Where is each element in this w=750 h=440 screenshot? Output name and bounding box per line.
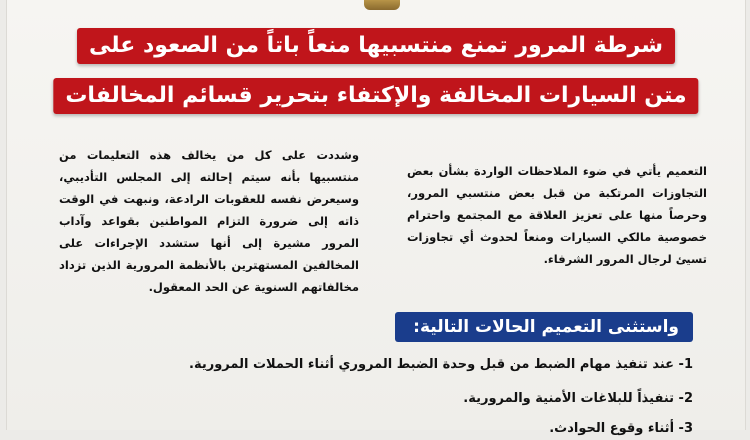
exception-item: 3- أثناء وقوع الحوادث. bbox=[549, 421, 693, 436]
logo-emblem bbox=[364, 0, 400, 10]
news-page bbox=[6, 0, 746, 436]
body-paragraph-left: وشددت على كل من يخالف هذه التعليمات من منتسبيها بأنه سيتم إحالته إلى المجلس التأديبي، وسيعرض نفسه للعقوبات الرادعة، ونبهت في الوقت ذاته إلى ضرورة التزام المواطنين بقواعد وآداب المرور مشيرة إلى أنها ستشدد الإجراءات على المخالفين المستهترين بالأنظمة المرورية الذين تزداد مخالفاتهم السنوية عن الحد المعقول. bbox=[59, 147, 359, 294]
exceptions-heading: واستثنى التعميم الحالات التالية: bbox=[395, 312, 693, 342]
exception-item: 2- تنفيذاً للبلاغات الأمنية والمرورية. bbox=[463, 391, 693, 406]
headline-line-2: متن السيارات المخالفة والإكتفاء بتحرير قسائم المخالفات bbox=[53, 78, 698, 114]
headline-line-1: شرطة المرور تمنع منتسبيها منعاً باتاً من الصعود على bbox=[77, 28, 675, 64]
exception-item: 1- عند تنفيذ مهام الضبط من قبل وحدة الضبط المروري أثناء الحملات المرورية. bbox=[189, 357, 693, 372]
body-paragraph-right: التعميم يأتي في ضوء الملاحظات الواردة بشأن بعض التجاوزات المرتكبة من قبل بعض منتسبي المرور، وحرصاً منها على تعزيز العلاقة مع المجتمع واحترام خصوصية مالكي السيارات ومنعاً لحدوث أي تجاوزات تسيئ لرجال المرور الشرفاء. bbox=[407, 163, 707, 266]
